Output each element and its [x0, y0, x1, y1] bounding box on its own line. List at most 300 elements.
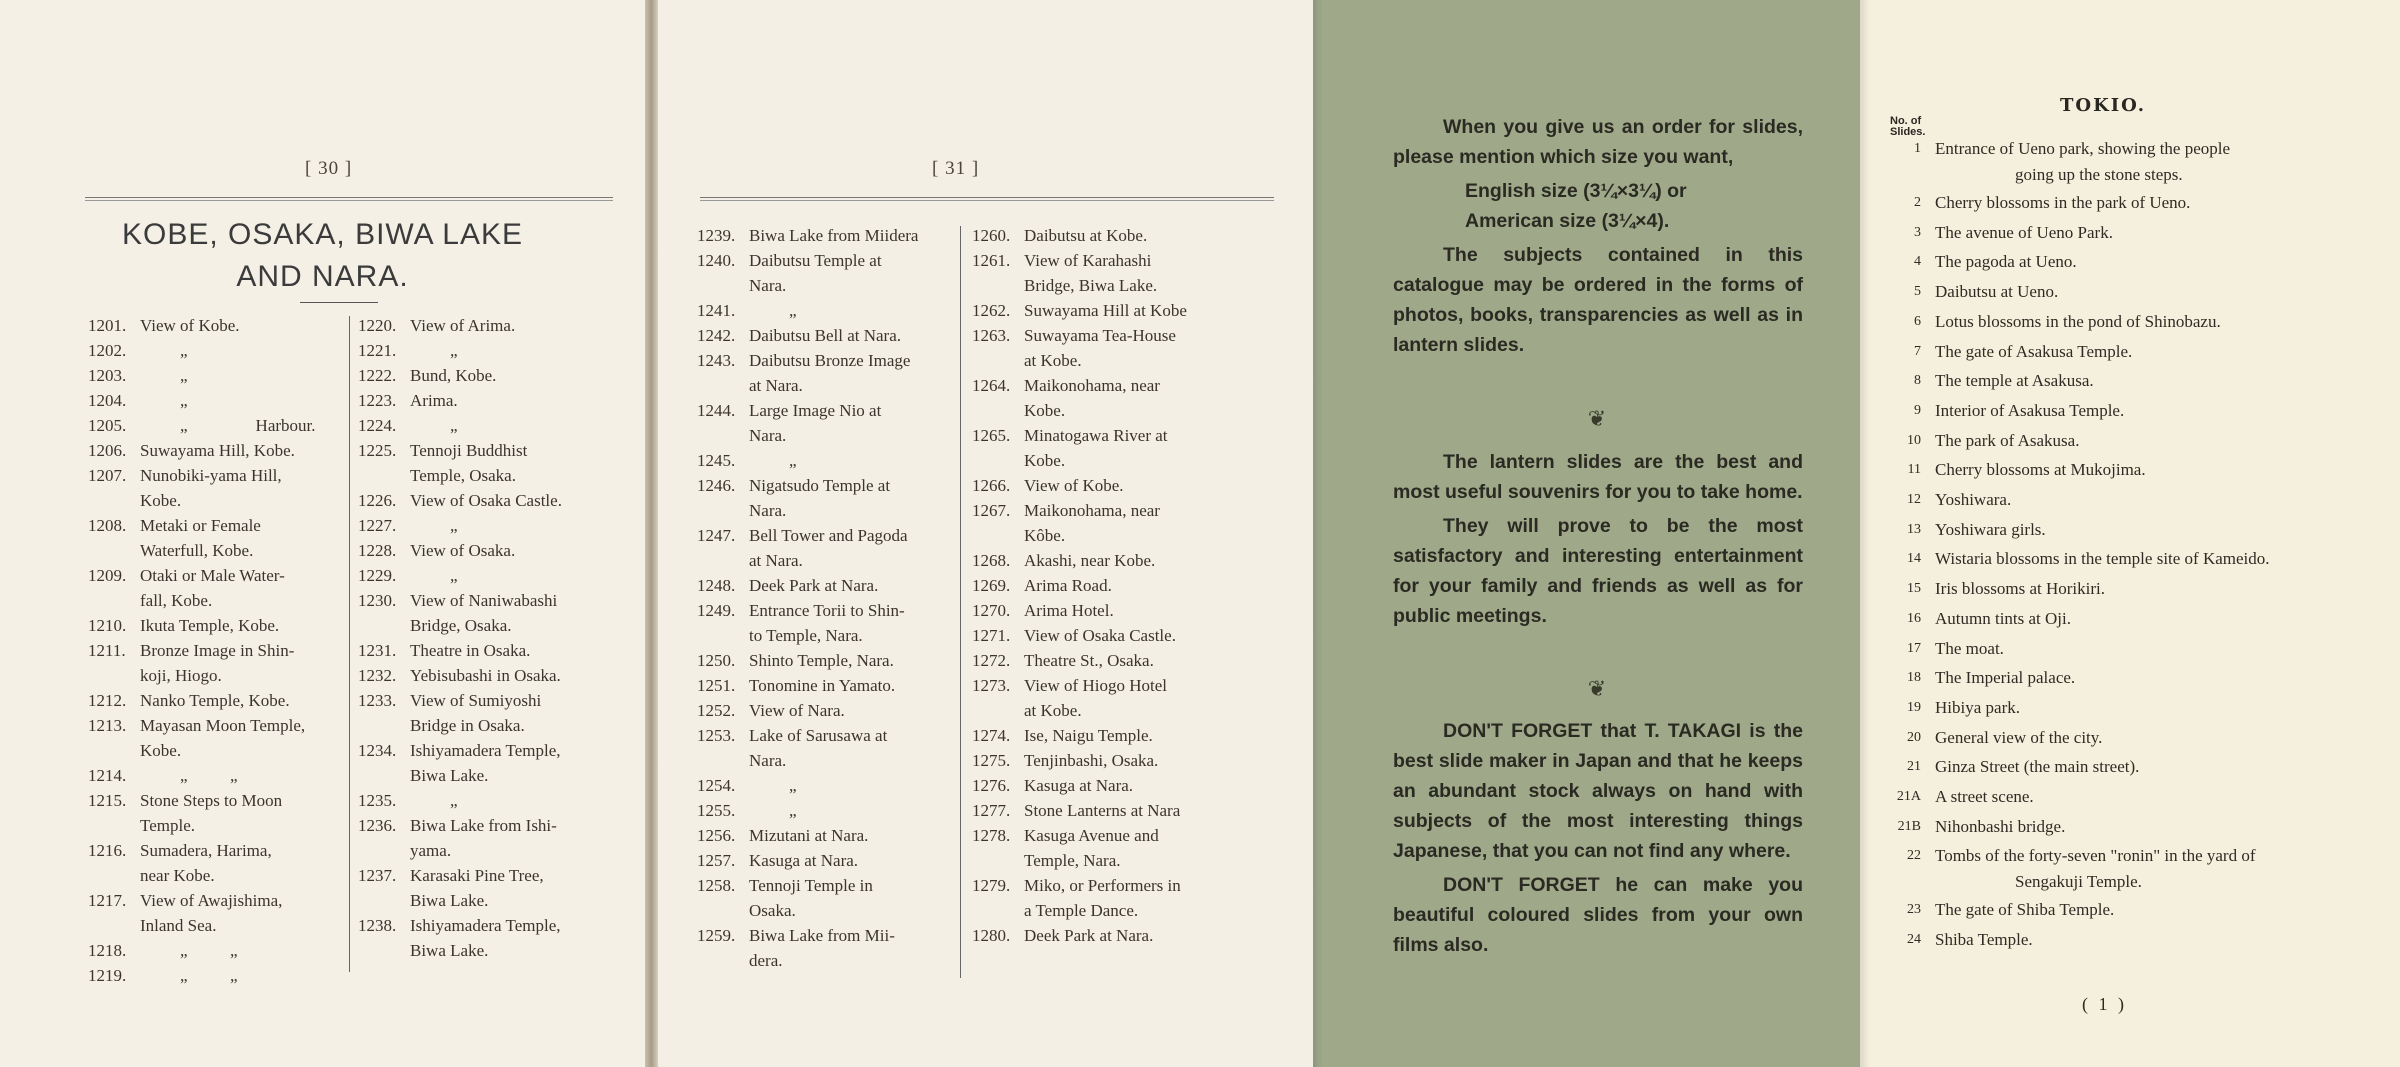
slide-number: 20: [1907, 729, 1921, 745]
slide-title: [1935, 634, 2380, 664]
entry-continuation: Kobe.: [1024, 451, 1066, 470]
catalogue-entry: [88, 438, 344, 463]
slide-number: 8: [1914, 373, 1921, 389]
entry-continuation: at Kobe.: [1024, 701, 1082, 720]
slide-list-item: [1890, 366, 2380, 396]
catalogue-entry: [358, 513, 620, 538]
slide-title-line: The Imperial palace.: [1935, 668, 2076, 688]
slide-title-line: Nihonbashi bridge.: [1935, 816, 2066, 836]
entry-title: „ Harbour.: [180, 416, 316, 435]
entry-number: 1229.: [358, 566, 397, 585]
entry-title: Sumadera, Harima,: [140, 841, 272, 860]
entry-title: Lake of Sarusawa at: [749, 726, 888, 745]
entry-title: Arima.: [410, 391, 458, 410]
slide-number: 21B: [1897, 818, 1921, 834]
entry-number: 1219.: [88, 966, 127, 985]
entry-number: 1217.: [88, 891, 127, 910]
slide-list-item: [1890, 634, 2380, 664]
entry-number: 1228.: [358, 541, 397, 560]
entry-continuation: Kobe.: [140, 741, 182, 760]
slide-list-item: [1890, 782, 2380, 812]
entry-title: Otaki or Male Water-: [140, 566, 285, 585]
column-divider: [960, 226, 961, 978]
entry-continuation: Osaka.: [749, 901, 796, 920]
entry-title: View of Hiogo Hotel: [1024, 676, 1167, 695]
entry-number: 1276.: [972, 776, 1011, 795]
catalogue-entry: [88, 513, 344, 538]
entry-title: „: [450, 516, 458, 535]
catalogue-entry: [88, 563, 344, 588]
slide-number: 21A: [1896, 789, 1921, 805]
slide-list-item: [1890, 515, 2380, 545]
catalogue-entry: [697, 348, 961, 373]
entry-title: View of Awajishima,: [140, 891, 283, 910]
order-notice: [1393, 112, 1803, 360]
entry-continuation: Nara.: [749, 501, 787, 520]
slide-title-line: Wistaria blossoms in the temple site of Kameido.: [1935, 549, 2270, 569]
catalogue-entry: [358, 913, 620, 938]
entry-number: 1213.: [88, 716, 127, 735]
entry-title: „: [450, 341, 458, 360]
entry-title: „: [180, 366, 188, 385]
slide-title-line: Cherry blossoms at Mukojima.: [1935, 460, 2146, 480]
catalogue-entry: [88, 763, 344, 788]
entry-number: 1212.: [88, 691, 127, 710]
entry-number: 1269.: [972, 576, 1011, 595]
entry-number: 1231.: [358, 641, 397, 660]
entry-number: 1244.: [697, 401, 736, 420]
entry-title: View of Osaka Castle.: [1024, 626, 1176, 645]
page-footer-number: ( 1 ): [2082, 994, 2127, 1014]
entry-number: 1214.: [88, 766, 127, 785]
slide-title: [1935, 693, 2380, 723]
slide-list-item: [1890, 247, 2380, 277]
entry-number: 1203.: [88, 366, 127, 385]
slide-list-item: [1890, 307, 2380, 337]
slide-title: [1935, 752, 2380, 782]
catalogue-entry: [358, 863, 620, 888]
entry-title: Ishiyamadera Temple,: [410, 916, 561, 935]
entry-number: 1279.: [972, 876, 1011, 895]
entry-title: Large Image Nio at: [749, 401, 882, 420]
entry-number: 1251.: [697, 676, 736, 695]
entry-number: 1267.: [972, 501, 1011, 520]
entry-continuation: Nara.: [749, 426, 787, 445]
entry-title: Biwa Lake from Miidera: [749, 226, 919, 245]
catalogue-entry: [697, 698, 961, 723]
entry-title: View of Sumiyoshi: [410, 691, 542, 710]
entry-title: Ise, Naigu Temple.: [1024, 726, 1153, 745]
slide-number: 17: [1907, 640, 1921, 656]
entry-title: Karasaki Pine Tree,: [410, 866, 544, 885]
entry-number: 1252.: [697, 701, 736, 720]
entry-title: Bund, Kobe.: [410, 366, 497, 385]
catalogue-entry: [88, 788, 344, 813]
slide-title-line: The moat.: [1935, 638, 2004, 658]
entry-title: Kasuga at Nara.: [1024, 776, 1134, 795]
catalogue-column-left: [88, 313, 344, 988]
entry-number: 1270.: [972, 601, 1011, 620]
slide-list-item: [1890, 337, 2380, 367]
entry-number: 1271.: [972, 626, 1011, 645]
tokio-title: TOKIO.: [2060, 95, 2147, 116]
slide-number: 13: [1907, 521, 1921, 537]
entry-number: 1208.: [88, 516, 127, 535]
entry-title: Yebisubashi in Osaka.: [410, 666, 561, 685]
entry-continuation: Kôbe.: [1024, 526, 1066, 545]
entry-continuation: dera.: [749, 951, 783, 970]
catalogue-entry: [972, 298, 1226, 323]
catalogue-entry: [358, 338, 620, 363]
entry-title: Daibutsu at Kobe.: [1024, 226, 1148, 245]
catalogue-entry: [972, 923, 1226, 948]
slide-list-item: [1890, 925, 2380, 955]
entry-number: 1206.: [88, 441, 127, 460]
catalogue-entry: [972, 373, 1226, 398]
entry-title: Arima Hotel.: [1024, 601, 1114, 620]
entry-number: 1215.: [88, 791, 127, 810]
entry-title: Ikuta Temple, Kobe.: [140, 616, 280, 635]
slide-title: [1935, 455, 2380, 485]
catalogue-entry: [972, 498, 1226, 523]
size-english: English size (3¼×3¼) or: [1465, 180, 1687, 202]
entry-number: 1204.: [88, 391, 127, 410]
takagi-paragraph: DON'T FORGET that T. TAKAGI is the best slide maker in Japan and that he keeps an abundant stock always on hand with subjects of the most interesting things Japanese, that you can not find any where.: [1393, 720, 1803, 862]
slide-title-line: The temple at Asakusa.: [1935, 371, 2094, 391]
catalogue-entry: [88, 413, 344, 438]
catalogue-entry: [697, 448, 961, 473]
entry-number: 1220.: [358, 316, 397, 335]
header-rule: [700, 197, 1274, 201]
entry-continuation: fall, Kobe.: [140, 591, 213, 610]
catalogue-entry: [972, 873, 1226, 898]
slide-number: 3: [1914, 224, 1921, 240]
slide-title-line: Interior of Asakusa Temple.: [1935, 400, 2125, 420]
entry-title: „ „: [180, 941, 238, 960]
entry-number: 1211.: [88, 641, 126, 660]
catalogue-entry: [697, 773, 961, 798]
slide-title-line: Autumn tints at Oji.: [1935, 608, 2071, 628]
entry-number: 1201.: [88, 316, 127, 335]
entry-number: 1261.: [972, 251, 1011, 270]
slide-list-item: [1890, 544, 2380, 574]
slide-title: [1935, 812, 2380, 842]
slide-title: [1935, 723, 2380, 753]
section-heading-line2: AND NARA.: [236, 260, 409, 293]
entry-title: View of Arima.: [410, 316, 516, 335]
entry-title: Deek Park at Nara.: [1024, 926, 1154, 945]
entry-continuation: Biwa Lake.: [410, 891, 489, 910]
slide-title-line: Hibiya park.: [1935, 697, 2020, 717]
catalogue-entry: [88, 363, 344, 388]
entry-number: 1241.: [697, 301, 736, 320]
entry-title: Arima Road.: [1024, 576, 1112, 595]
entry-continuation: Bridge, Biwa Lake.: [1024, 276, 1158, 295]
entry-title: Akashi, near Kobe.: [1024, 551, 1156, 570]
slide-title-line: Iris blossoms at Horikiri.: [1935, 579, 2105, 599]
entry-title: „ „: [180, 966, 238, 985]
entry-number: 1260.: [972, 226, 1011, 245]
catalogue-entry: [972, 598, 1226, 623]
entry-title: „: [789, 451, 797, 470]
entry-number: 1255.: [697, 801, 736, 820]
catalogue-column-right: [358, 313, 620, 963]
entry-number: 1224.: [358, 416, 397, 435]
subjects-paragraph: The subjects contained in this catalogue may be ordered in the forms of photos, books, transparencies as well as in lantern slides.: [1393, 244, 1803, 356]
entry-title: View of Osaka Castle.: [410, 491, 562, 510]
catalogue-column-left: [697, 223, 961, 973]
entry-number: 1232.: [358, 666, 397, 685]
entry-number: 1236.: [358, 816, 397, 835]
entry-continuation: Temple.: [140, 816, 195, 835]
entry-title: Daibutsu Temple at: [749, 251, 882, 270]
entry-title: Kasuga Avenue and: [1024, 826, 1159, 845]
catalogue-entry: [972, 548, 1226, 573]
catalogue-entry: [697, 848, 961, 873]
catalogue-entry: [358, 363, 620, 388]
column-divider: [349, 316, 350, 972]
catalogue-entry: [88, 313, 344, 338]
heading-underline: [300, 302, 378, 303]
entry-title: Suwayama Hill, Kobe.: [140, 441, 295, 460]
entry-number: 1221.: [358, 341, 397, 360]
entry-number: 1265.: [972, 426, 1011, 445]
slide-title: [1935, 307, 2380, 337]
catalogue-entry: [358, 313, 620, 338]
header-rule: [85, 197, 613, 201]
slide-title-continuation: Sengakuji Temple.: [2015, 872, 2142, 892]
entry-title: Daibutsu Bronze Image: [749, 351, 911, 370]
souvenir-notice: [1393, 447, 1803, 631]
entry-number: 1237.: [358, 866, 397, 885]
entry-number: 1273.: [972, 676, 1011, 695]
entry-number: 1202.: [88, 341, 127, 360]
page-number: [ 30 ]: [305, 158, 353, 179]
catalogue-entry: [697, 298, 961, 323]
entry-title: „ „: [180, 766, 238, 785]
catalogue-entry: [88, 688, 344, 713]
entry-title: Biwa Lake from Mii-: [749, 926, 895, 945]
catalogue-entry: [972, 798, 1226, 823]
entry-number: 1227.: [358, 516, 397, 535]
slide-number: 16: [1907, 610, 1921, 626]
catalogue-entry: [88, 613, 344, 638]
catalogue-entry: [697, 473, 961, 498]
entry-title: Metaki or Female: [140, 516, 261, 535]
entry-title: Mayasan Moon Temple,: [140, 716, 306, 735]
slide-title: [1935, 218, 2380, 248]
entry-title: Suwayama Tea-House: [1024, 326, 1176, 345]
catalogue-entry: [697, 923, 961, 948]
entry-number: 1249.: [697, 601, 736, 620]
entry-title: „: [180, 391, 188, 410]
ornament-icon: ❦: [1587, 406, 1607, 431]
slide-title: [1935, 663, 2380, 693]
entry-continuation: Biwa Lake.: [410, 941, 489, 960]
slide-title-line: General view of the city.: [1935, 727, 2103, 747]
catalogue-entry: [358, 738, 620, 763]
entry-number: 1263.: [972, 326, 1011, 345]
size-american: American size (3¼×4).: [1465, 210, 1670, 232]
catalogue-entry: [697, 573, 961, 598]
slide-title: [1935, 188, 2380, 218]
slide-number: 1: [1914, 141, 1921, 156]
slide-number: 18: [1907, 670, 1921, 686]
slide-list-item: [1890, 895, 2380, 925]
souvenir-paragraph: The lantern slides are the best and most useful souvenirs for you to take home.: [1393, 451, 1803, 503]
catalogue-column-right: [972, 223, 1226, 948]
entry-continuation: Temple, Nara.: [1024, 851, 1121, 870]
entry-continuation: Waterfull, Kobe.: [140, 541, 254, 560]
entry-title: Shinto Temple, Nara.: [749, 651, 894, 670]
slide-list-item: [1890, 188, 2380, 218]
slide-list-item: [1890, 812, 2380, 842]
entry-title: „: [789, 776, 797, 795]
entry-number: 1278.: [972, 826, 1011, 845]
slide-title-line: Ginza Street (the main street).: [1935, 757, 2140, 777]
entry-number: 1233.: [358, 691, 397, 710]
catalogue-entry: [88, 938, 344, 963]
catalogue-entry: [972, 423, 1226, 448]
slide-title-line: Yoshiwara girls.: [1935, 519, 2046, 539]
slide-number: 6: [1914, 313, 1921, 329]
entry-title: Maikonohama, near: [1024, 501, 1160, 520]
catalogue-entry: [697, 223, 961, 248]
slide-title-continuation: going up the stone steps.: [2015, 165, 2183, 184]
catalogue-entry: [972, 473, 1226, 498]
catalogue-entry: [697, 648, 961, 673]
book-gutter: [645, 0, 658, 1067]
catalogue-entry: [697, 723, 961, 748]
slide-list-item: [1890, 574, 2380, 604]
catalogue-entry: [697, 398, 961, 423]
entry-continuation: Nara.: [749, 276, 787, 295]
slide-title: [1935, 515, 2380, 545]
entry-title: View of Kobe.: [1024, 476, 1124, 495]
entry-title: View of Karahashi: [1024, 251, 1152, 270]
catalogue-entry: [88, 713, 344, 738]
entry-number: 1226.: [358, 491, 397, 510]
catalogue-entry: [88, 338, 344, 363]
slide-title-line: The gate of Asakusa Temple.: [1935, 341, 2133, 361]
entry-continuation: at Kobe.: [1024, 351, 1082, 370]
entry-number: 1243.: [697, 351, 736, 370]
entry-continuation: Biwa Lake.: [410, 766, 489, 785]
entry-title: Minatogawa River at: [1024, 426, 1168, 445]
slide-title: [1935, 925, 2380, 955]
slide-list-item: [1890, 277, 2380, 307]
entry-continuation: Temple, Osaka.: [410, 466, 516, 485]
catalogue-entry: [697, 823, 961, 848]
entry-continuation: Inland Sea.: [140, 916, 217, 935]
entry-number: 1253.: [697, 726, 736, 745]
slide-number: 11: [1907, 462, 1921, 478]
catalogue-entry: [697, 873, 961, 898]
entry-number: 1275.: [972, 751, 1011, 770]
entry-title: Stone Lanterns at Nara: [1024, 801, 1181, 820]
dont-forget-notice: [1393, 716, 1803, 960]
slide-list-item: [1890, 134, 2380, 188]
catalogue-entry: [697, 523, 961, 548]
slide-number: 5: [1914, 284, 1921, 300]
entry-number: 1274.: [972, 726, 1011, 745]
ornament-icon: ❦: [1587, 676, 1607, 701]
entry-number: 1222.: [358, 366, 397, 385]
slide-title-line: The pagoda at Ueno.: [1935, 252, 2077, 272]
entertainment-paragraph: They will prove to be the most satisfactory and interesting entertainment for your family and friends as well as for public meetings.: [1393, 515, 1803, 627]
slide-title-line: A street scene.: [1935, 787, 2034, 807]
entry-number: 1207.: [88, 466, 127, 485]
slide-list-item: [1890, 841, 2380, 895]
slide-number: 10: [1907, 432, 1921, 448]
entry-number: 1272.: [972, 651, 1011, 670]
entry-number: 1254.: [697, 776, 736, 795]
slide-title-line: The avenue of Ueno Park.: [1935, 222, 2113, 242]
entry-number: 1257.: [697, 851, 736, 870]
entry-title: View of Kobe.: [140, 316, 240, 335]
slide-title: [1935, 337, 2380, 367]
page-number: [ 31 ]: [932, 158, 980, 179]
entry-title: Biwa Lake from Ishi-: [410, 816, 557, 835]
entry-number: 1205.: [88, 416, 127, 435]
entry-title: „: [789, 301, 797, 320]
entry-title: „: [180, 341, 188, 360]
slides-header-line2: Slides.: [1890, 126, 1926, 138]
entry-title: Bell Tower and Pagoda: [749, 526, 908, 545]
entry-number: 1216.: [88, 841, 127, 860]
entry-title: Maikonohama, near: [1024, 376, 1160, 395]
catalogue-entry: [972, 573, 1226, 598]
entry-title: „: [450, 566, 458, 585]
slide-list-item: [1890, 455, 2380, 485]
entry-title: Bronze Image in Shin-: [140, 641, 295, 660]
slide-number: 22: [1907, 848, 1921, 864]
entry-continuation: Bridge in Osaka.: [410, 716, 525, 735]
entry-number: 1256.: [697, 826, 736, 845]
catalogue-entry: [88, 388, 344, 413]
entry-number: 1248.: [697, 576, 736, 595]
catalogue-entry: [358, 563, 620, 588]
entry-number: 1230.: [358, 591, 397, 610]
catalogue-entry: [358, 438, 620, 463]
entry-number: 1225.: [358, 441, 397, 460]
slide-number: 19: [1907, 699, 1921, 715]
slide-title: [1935, 134, 2380, 188]
slide-number: 7: [1914, 343, 1921, 359]
entry-title: Nunobiki-yama Hill,: [140, 466, 282, 485]
entry-title: Theatre in Osaka.: [410, 641, 531, 660]
catalogue-entry: [697, 673, 961, 698]
entry-number: 1264.: [972, 376, 1011, 395]
catalogue-entry: [972, 248, 1226, 273]
entry-title: Mizutani at Nara.: [749, 826, 869, 845]
entry-number: 1209.: [88, 566, 127, 585]
entry-number: 1277.: [972, 801, 1011, 820]
slide-title: [1935, 366, 2380, 396]
entry-title: Suwayama Hill at Kobe: [1024, 301, 1187, 320]
slide-number: 15: [1907, 581, 1921, 597]
catalogue-entry: [88, 963, 344, 988]
slide-title: [1935, 574, 2380, 604]
entry-continuation: Kobe.: [1024, 401, 1066, 420]
entry-number: 1258.: [697, 876, 736, 895]
coloured-slides-paragraph: DON'T FORGET he can make you beautiful coloured slides from your own films also.: [1393, 874, 1803, 956]
order-size-paragraph: When you give us an order for slides, please mention which size you want,: [1393, 116, 1803, 168]
catalogue-entry: [358, 538, 620, 563]
slide-title-line: Yoshiwara.: [1935, 490, 2012, 510]
entry-number: 1246.: [697, 476, 736, 495]
entry-continuation: a Temple Dance.: [1024, 901, 1139, 920]
